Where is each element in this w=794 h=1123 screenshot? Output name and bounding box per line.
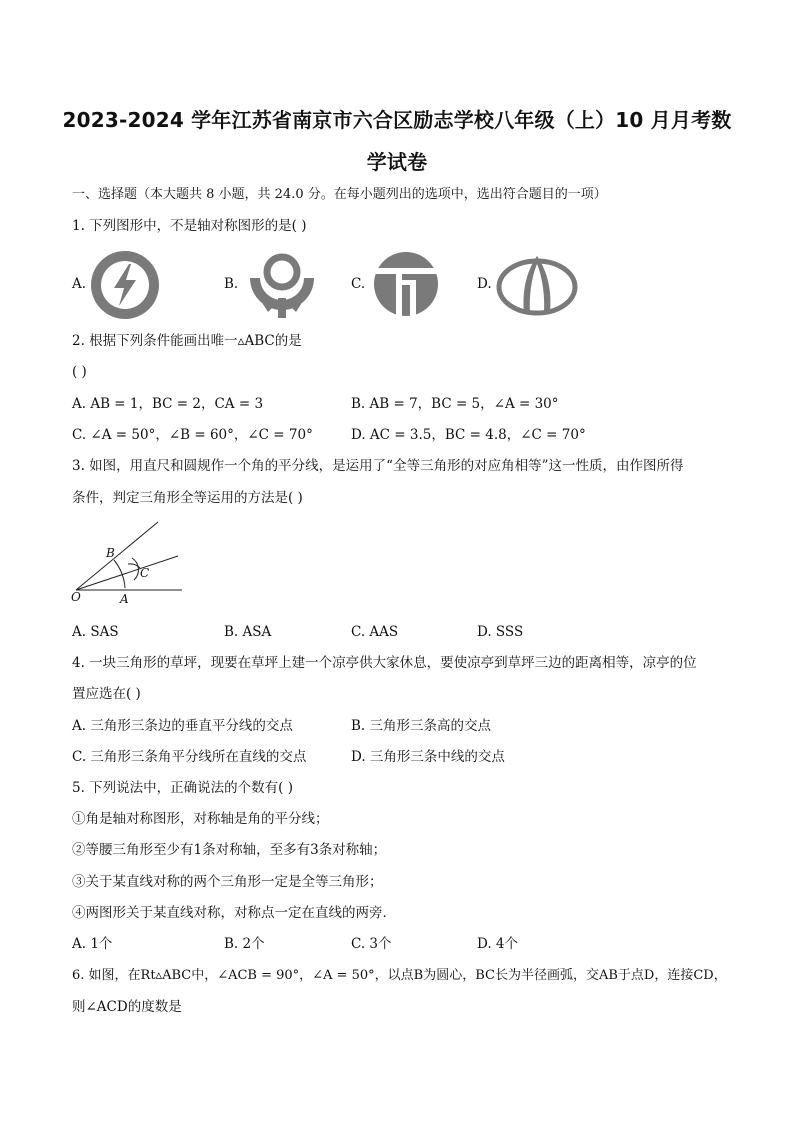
q1-figure-b-emblem-icon	[244, 246, 320, 322]
q3-label-o: O	[71, 590, 81, 604]
question-2-stem: 2. 根据下列条件能画出唯一▵ABC的是	[72, 333, 302, 349]
q3-label-b: B	[106, 546, 115, 560]
question-6-stem-line2: 则∠ACD的度数是	[72, 999, 182, 1015]
q5-option-c[interactable]: C. 3个	[351, 936, 392, 952]
q2-option-a[interactable]: A. AB = 1，BC = 2，CA = 3	[72, 396, 264, 412]
q1-figure-c-symbol-icon	[372, 250, 440, 318]
q4-option-a[interactable]: A. 三角形三条边的垂直平分线的交点	[72, 718, 293, 734]
question-6-stem-line1: 6. 如图，在Rt▵ABC中，∠ACB = 90°，∠A = 50°，以点B为圆心，BC长为半径画弧，交AB于点D，连接CD，	[72, 968, 727, 983]
q4-option-b[interactable]: B. 三角形三条高的交点	[351, 718, 492, 734]
question-3-stem-line1: 3. 如图，用直尺和圆规作一个角的平分线，是运用了“全等三角形的对应角相等”这一性质，由作图所得	[72, 458, 684, 474]
q3-option-d[interactable]: D. SSS	[477, 624, 524, 640]
q2-option-c[interactable]: C. ∠A = 50°，∠B = 60°，∠C = 70°	[72, 427, 313, 443]
q5-option-a[interactable]: A. 1个	[72, 936, 113, 952]
question-2-paren: ( )	[72, 364, 87, 380]
q3-angle-bisector-figure	[70, 518, 190, 610]
question-3-stem-line2: 条件，判定三角形全等运用的方法是( )	[72, 490, 303, 506]
q4-option-c[interactable]: C. 三角形三条角平分线所在直线的交点	[72, 749, 307, 765]
q3-option-b[interactable]: B. ASA	[224, 624, 272, 640]
question-4-stem-line1: 4. 一块三角形的草坪，现要在草坪上建一个凉亭供大家休息，要使凉亭到草坪三边的距离相等，凉亭的位	[72, 655, 697, 671]
q1-figure-d-logo-icon	[496, 252, 578, 316]
page-title-line2: 学试卷	[366, 150, 428, 174]
q3-option-a[interactable]: A. SAS	[72, 624, 119, 640]
q1-option-a-label[interactable]: A.	[72, 276, 87, 292]
q1-option-c-label[interactable]: C.	[351, 276, 366, 292]
q3-label-a: A	[120, 592, 129, 606]
q2-option-d[interactable]: D. AC = 3.5，BC = 4.8，∠C = 70°	[351, 427, 586, 443]
q3-label-c: C	[140, 566, 150, 580]
q1-option-b-label[interactable]: B.	[224, 276, 239, 292]
question-1-stem: 1. 下列图形中，不是轴对称图形的是( )	[72, 218, 307, 234]
q5-statement-2: ②等腰三角形至少有1条对称轴，至多有3条对称轴；	[72, 842, 387, 858]
q5-statement-1: ①角是轴对称图形，对称轴是角的平分线；	[72, 811, 329, 827]
question-5-stem: 5. 下列说法中，正确说法的个数有( )	[72, 780, 293, 796]
q5-statement-4: ④两图形关于某直线对称，对称点一定在直线的两旁．	[72, 905, 396, 921]
question-4-stem-line2: 置应选在( )	[72, 686, 141, 702]
q2-option-b[interactable]: B. AB = 7，BC = 5，∠A = 30°	[351, 396, 559, 412]
q5-option-b[interactable]: B. 2个	[224, 936, 265, 952]
q5-option-d[interactable]: D. 4个	[477, 936, 519, 952]
q1-figure-a-lightning-icon	[88, 248, 162, 322]
q1-option-d-label[interactable]: D.	[477, 276, 492, 292]
page-title-line1: 2023-2024 学年江苏省南京市六合区励志学校八年级（上）10 月月考数	[62, 108, 732, 132]
section-heading: 一、选择题（本大题共 8 小题，共 24.0 分。在每小题列出的选项中，选出符合题目的一项）	[72, 187, 607, 202]
q4-option-d[interactable]: D. 三角形三条中线的交点	[351, 749, 505, 765]
q5-statement-3: ③关于某直线对称的两个三角形一定是全等三角形；	[72, 874, 383, 890]
q3-option-c[interactable]: C. AAS	[351, 624, 399, 640]
